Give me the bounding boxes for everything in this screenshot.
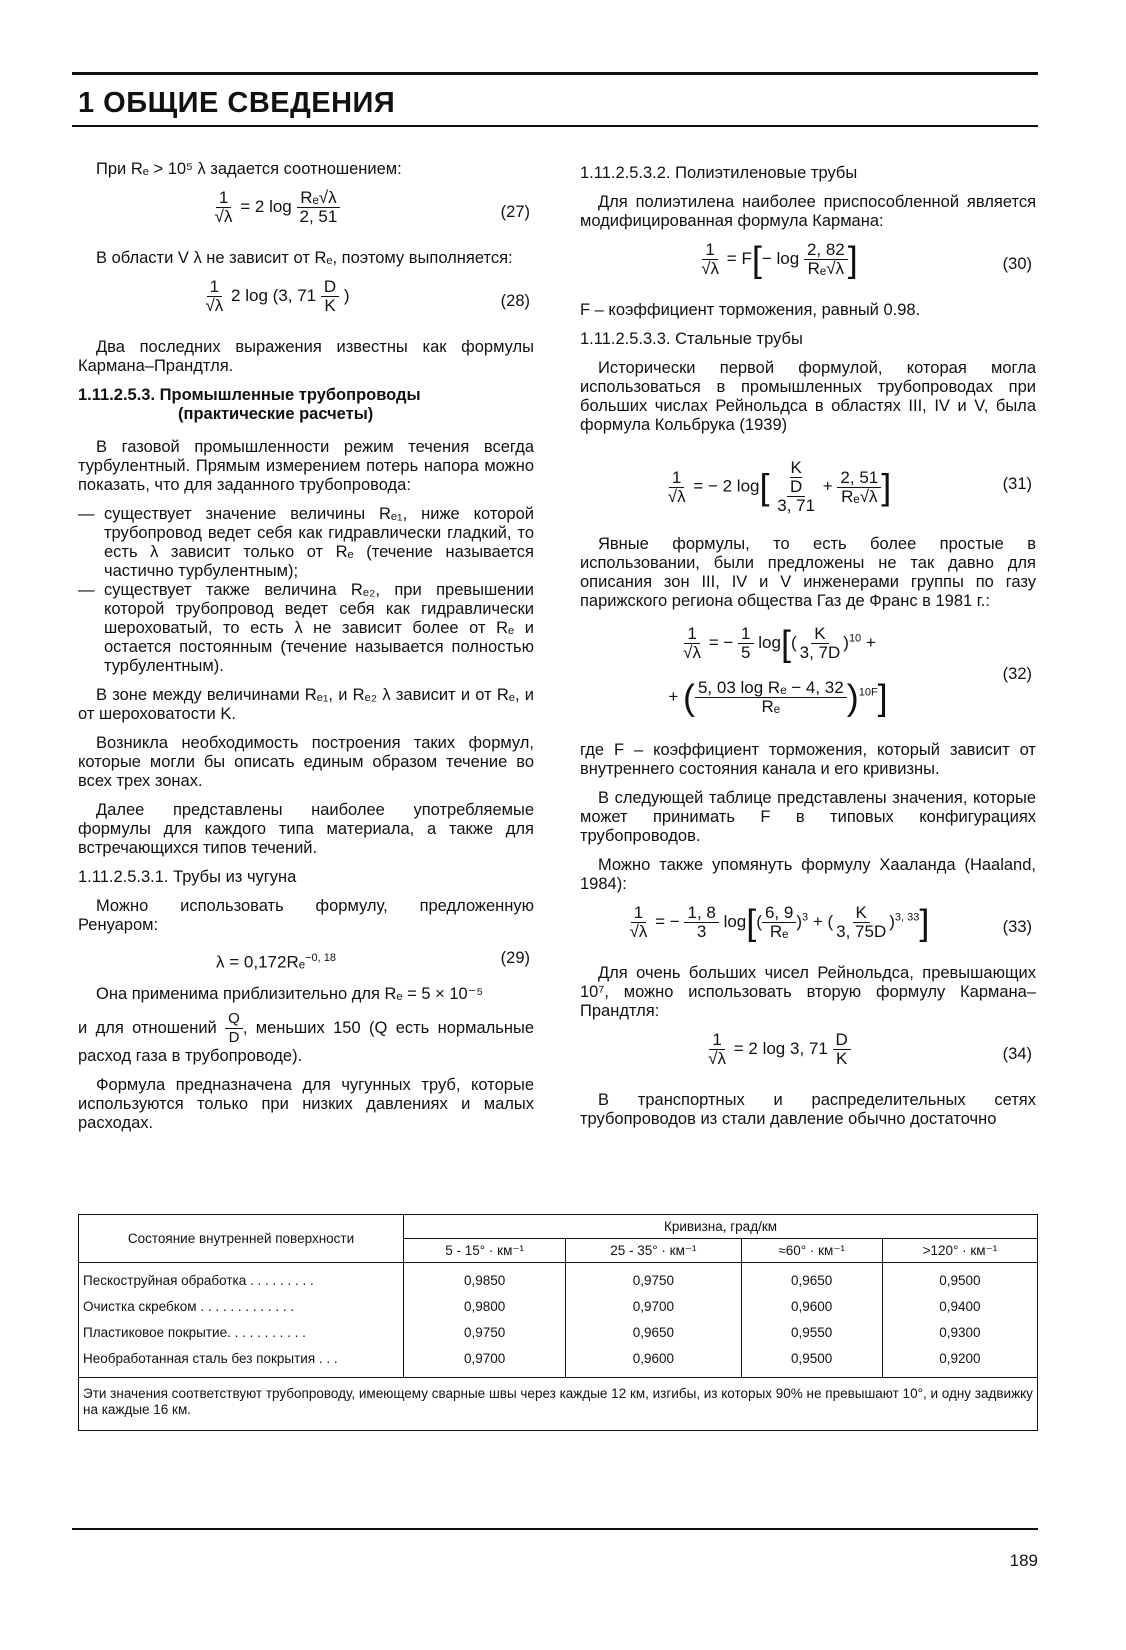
f33-log: log [723,911,747,931]
f33-e1: 3 [801,911,809,924]
table-row [79,1263,1038,1294]
f27-lhs-den: √λ [214,207,233,226]
paragraph: Она применима приблизительно для Rₑ = 5 × 10⁻⁵ [96,985,484,1003]
f30-lhs-den: √λ [701,259,720,278]
f27-den: 2, 51 [299,207,338,226]
section-title-line2: (практические расчеты) [178,405,374,423]
table-cell: 0,9550 [741,1319,882,1345]
formula-29 [78,945,534,975]
table-cell: 0,9700 [566,1293,741,1319]
f31-a: 3, 71 [777,496,816,515]
list-item: — существует также величина Rₑ₂, при превышении которой трубопровод ведет себя как гидравлически шероховатый, то есть λ не зависит более от Rₑ и остается постоянным (течение называется полностью турбулентным). [78,581,534,676]
paragraph: В области V λ не зависит от Rₑ, поэтому выполняется: [96,249,513,267]
table-row [79,1345,1038,1378]
paragraph [78,1010,534,1066]
f33-k: K [853,904,870,923]
section-title-line1: Промышленные трубопроводы [159,386,421,404]
f33-c-num: 1, 8 [684,904,718,923]
f30-num: 2, 82 [804,241,848,260]
f28-lhs-num: 1 [207,278,222,297]
f32-c-num: 1 [738,625,753,644]
paragraph: При Rₑ > 10⁵ λ задается соотношением: [96,160,402,178]
table-row [79,1293,1038,1319]
chapter-title: 1 ОБЩИЕ СВЕДЕНИЯ [78,87,396,119]
table-note-row [79,1378,1038,1431]
f28-tail: ) [343,285,350,305]
paragraph: Можно также упомянуть формулу Хааланда (Haaland, 1984): [580,856,1036,893]
f31-b-num: 2, 51 [837,469,881,488]
f30-den: Rₑ√λ [807,259,845,278]
formula-number: (34) [1002,1045,1032,1063]
formula-number: (31) [1002,475,1032,493]
formula-number: (30) [1002,255,1032,273]
f30-inner: − log [761,248,800,268]
bottom-rule [72,1528,1038,1530]
f31-mid: = − 2 log [693,476,760,496]
formula-number: (29) [500,949,530,967]
paragraph: Для полиэтилена наиболее приспособленной является модифицированная формула Кармана: [580,193,1036,230]
f33-lhs-num: 1 [631,904,646,923]
f30-lhs-num: 1 [702,241,717,260]
header-col-3: ≈60° · км⁻¹ [741,1239,882,1263]
f33-d1: Rₑ [769,922,789,941]
table-cell: 0,9750 [566,1263,741,1294]
table-cell: Очистка скребком . . . . . . . . . . . . . [79,1293,404,1319]
f33-c-den: 3 [696,922,707,941]
paragraph: Явные формулы, то есть более простые в использовании, были предложены не так давно для описания зон III, IV и V инженерами группы по газу парижского региона общества Газ де Франс в 1981 г.: [580,535,1036,610]
f27-lhs-num: 1 [216,189,231,208]
table-cell: Необработанная сталь без покрытия . . . [79,1345,404,1378]
f32-lhs-den: √λ [683,643,701,662]
paragraph: В газовой промышленности режим течения всегда турбулентный. Прямым измерением потерь напора можно показать, что для заданного трубопровода: [78,438,534,494]
table-cell: 0,9500 [882,1263,1037,1294]
formula-28 [78,278,534,328]
f28-lhs-den: √λ [205,296,224,315]
f34-mid: = 2 log 3, 71 [733,1038,828,1058]
paragraph: В транспортных и распределительных сетях трубопроводов из стали давление обычно достаточно [580,1091,1036,1128]
table-cell: 0,9500 [741,1345,882,1378]
table-cell: 0,9600 [566,1345,741,1378]
f28-num: D [321,278,339,297]
p10-den: D [228,1029,240,1046]
section-heading [78,386,534,424]
top-rule [72,72,1038,75]
f32-e1: 10 [848,632,862,645]
formula-31: $\frac{1}{√\lambda}$ = − 2 log[ K D 3, 71 + $\frac{2, 51}{\text{Rₑ√λ}}$ ] (31) [580,445,1036,525]
table-cell: 0,9650 [741,1263,882,1294]
f30-mid: = F [726,248,752,268]
paragraph: Возникла необходимость построения таких формул, которые могли бы описать единым образом течение во всех трех зонах. [78,734,534,790]
f34-den: K [836,1049,848,1068]
formula-33: $\frac{1}{√\lambda}$ = − $\frac{1, 8}{3}$ log[( $\frac{6, 9}{\text{Rₑ}}$ )$^3$ + ( $\frac{K}{3, 75D}$ )$^{3, 33}$] (33) [580,904,1036,954]
table-cell: 0,9850 [404,1263,566,1294]
table-cell: Пластиковое покрытие. . . . . . . . . . . [79,1319,404,1345]
table-cell: 0,9800 [404,1293,566,1319]
dash-list [78,505,534,676]
f27-mid: = 2 log [240,196,292,216]
f33-mid: = − [655,911,680,931]
f31-lhs-num: 1 [669,469,684,488]
f32-d2: Rₑ [761,697,781,716]
table-row [79,1319,1038,1345]
f33-n1: 6, 9 [762,904,796,923]
right-column [580,160,1036,1139]
left-column [78,160,534,1143]
table-note: Эти значения соответствуют трубопроводу, имеющему сварные швы через каждые 12 км, изгибы, из которых 90% не превышают 10°, и одну задвижку на каждые 16 км. [79,1378,1038,1431]
f27-num: Rₑ√λ [297,189,339,208]
f33-d2: 3, 75D [836,922,887,941]
table-cell: 0,9600 [741,1293,882,1319]
friction-coefficient-table [78,1214,1038,1431]
subsection-heading: 1.11.2.5.3.3. Стальные трубы [580,330,803,348]
paragraph: В зоне между величинами Rₑ₁, и Rₑ₂ λ зависит и от Rₑ, и от шероховатости K. [78,686,534,723]
f28-den: K [324,296,336,315]
header-col-2: 25 - 35° · км⁻¹ [566,1239,741,1263]
f33-e2: 3, 33 [894,911,920,924]
table-cell: 0,9700 [404,1345,566,1378]
p10-num: Q [225,1010,243,1029]
paragraph: Для очень больших чисел Рейнольдса, превышающих 10⁷, можно использовать вторую формулу Кармана–Прандтля: [580,964,1036,1020]
paragraph: Исторически первой формулой, которая могла использоваться в промышленных трубопроводах при больших числах Рейнольдса в областях III, IV и V, была формула Кольбрука (1939) [580,359,1036,434]
list-item: — существует значение величины Rₑ₁, ниже которой трубопровод ведет себя как гидравлически гладкий, то есть λ зависит только от Rₑ (течение называется частично турбулентным); [78,505,534,581]
table-cell: 0,9300 [882,1319,1037,1345]
f29-exp: −0, 18 [305,952,336,964]
table-cell: Пескоструйная обработка . . . . . . . . . [79,1263,404,1294]
paragraph: Два последних выражения известны как формулы Кармана–Прандтля. [78,338,534,375]
f32-c-den: 5 [741,643,751,662]
table-cell: 0,9200 [882,1345,1037,1378]
table-cell: 0,9750 [404,1319,566,1345]
f31-lhs-den: √λ [667,486,686,506]
section-number: 1.11.2.5.3. [78,386,156,404]
header-condition: Состояние внутренней поверхности [79,1215,404,1263]
header-col-4: >120° · км⁻¹ [882,1239,1037,1263]
formula-number: (28) [500,292,530,310]
paragraph: Можно использовать формулу, предложенную Ренуаром: [78,897,534,934]
f32-lhs-num: 1 [684,625,699,644]
f32-mid: = − [708,632,734,652]
header-curvature: Кривизна, град/км [404,1215,1038,1239]
subsection-heading: 1.11.2.5.3.2. Полиэтиленовые трубы [580,164,858,182]
table-cell: 0,9650 [566,1319,741,1345]
f32-n2: 5, 03 log Rₑ − 4, 32 [695,679,847,698]
p10-start: и для отношений [78,1018,217,1037]
f32-log: log [758,632,781,652]
page-number: 189 [1009,1551,1038,1570]
f33-lhs-den: √λ [629,922,648,941]
f29-eq: λ = 0,172Rₑ [216,952,306,972]
paragraph: В следующей таблице представлены значения, которые может принимать F в типовых конфигурациях трубопроводов. [580,789,1036,845]
paragraph: Формула предназначена для чугунных труб, которые используются только при низких давлениях и малых расходах. [78,1076,534,1132]
formula-30: $\frac{1}{√\lambda}$ = F[− log $\frac{2, 82}{\text{Rₑ√λ}}$ ] (30) [580,241,1036,291]
table-cell: 0,9400 [882,1293,1037,1319]
header-col-1: 5 - 15° · км⁻¹ [404,1239,566,1263]
f31-b-den: Rₑ√λ [841,486,878,506]
paragraph: Далее представлены наиболее употребляемые формулы для каждого типа материала, а также для встречающихся типов течений. [78,801,534,857]
subsection-heading: 1.11.2.5.3.1. Трубы из чугуна [78,868,297,886]
f32-d: 3, 7D [799,643,841,662]
f34-lhs-num: 1 [709,1031,724,1050]
f32-e2: 10F [858,686,878,699]
p10-end: , меньших 150 (Q есть нормальные расход газа в трубопроводе). [78,1018,534,1065]
formula-32: $\frac{1}{√\lambda}$ = − $\frac{1}{5}$ log[( $\frac{K}{3, 7D}$ )$^{10}$ + + ( $\frac{\text{5, 03 log Rₑ − 4, 32}}{\text{Rₑ}}$ )$^{10F}$] (32) [668,622,1032,718]
f28-mid: 2 log (3, 71 [231,285,317,305]
formula-number: (32) [1002,665,1032,683]
formula-number: (33) [1002,918,1032,936]
f31-d: D [790,477,803,496]
title-rule [72,125,1038,127]
table-header-row [79,1215,1038,1239]
f32-k: K [811,625,828,644]
paragraph: где F – коэффициент торможения, который зависит от внутреннего состояния канала и его кривизны. [580,741,1036,778]
formula-34 [580,1031,1036,1081]
f31-k: K [790,458,802,477]
formula-27 [78,189,534,239]
f34-num: D [833,1031,851,1050]
formula-number: (27) [500,203,530,221]
f34-lhs-den: √λ [708,1049,727,1068]
paragraph: F – коэффициент торможения, равный 0.98. [580,301,921,319]
